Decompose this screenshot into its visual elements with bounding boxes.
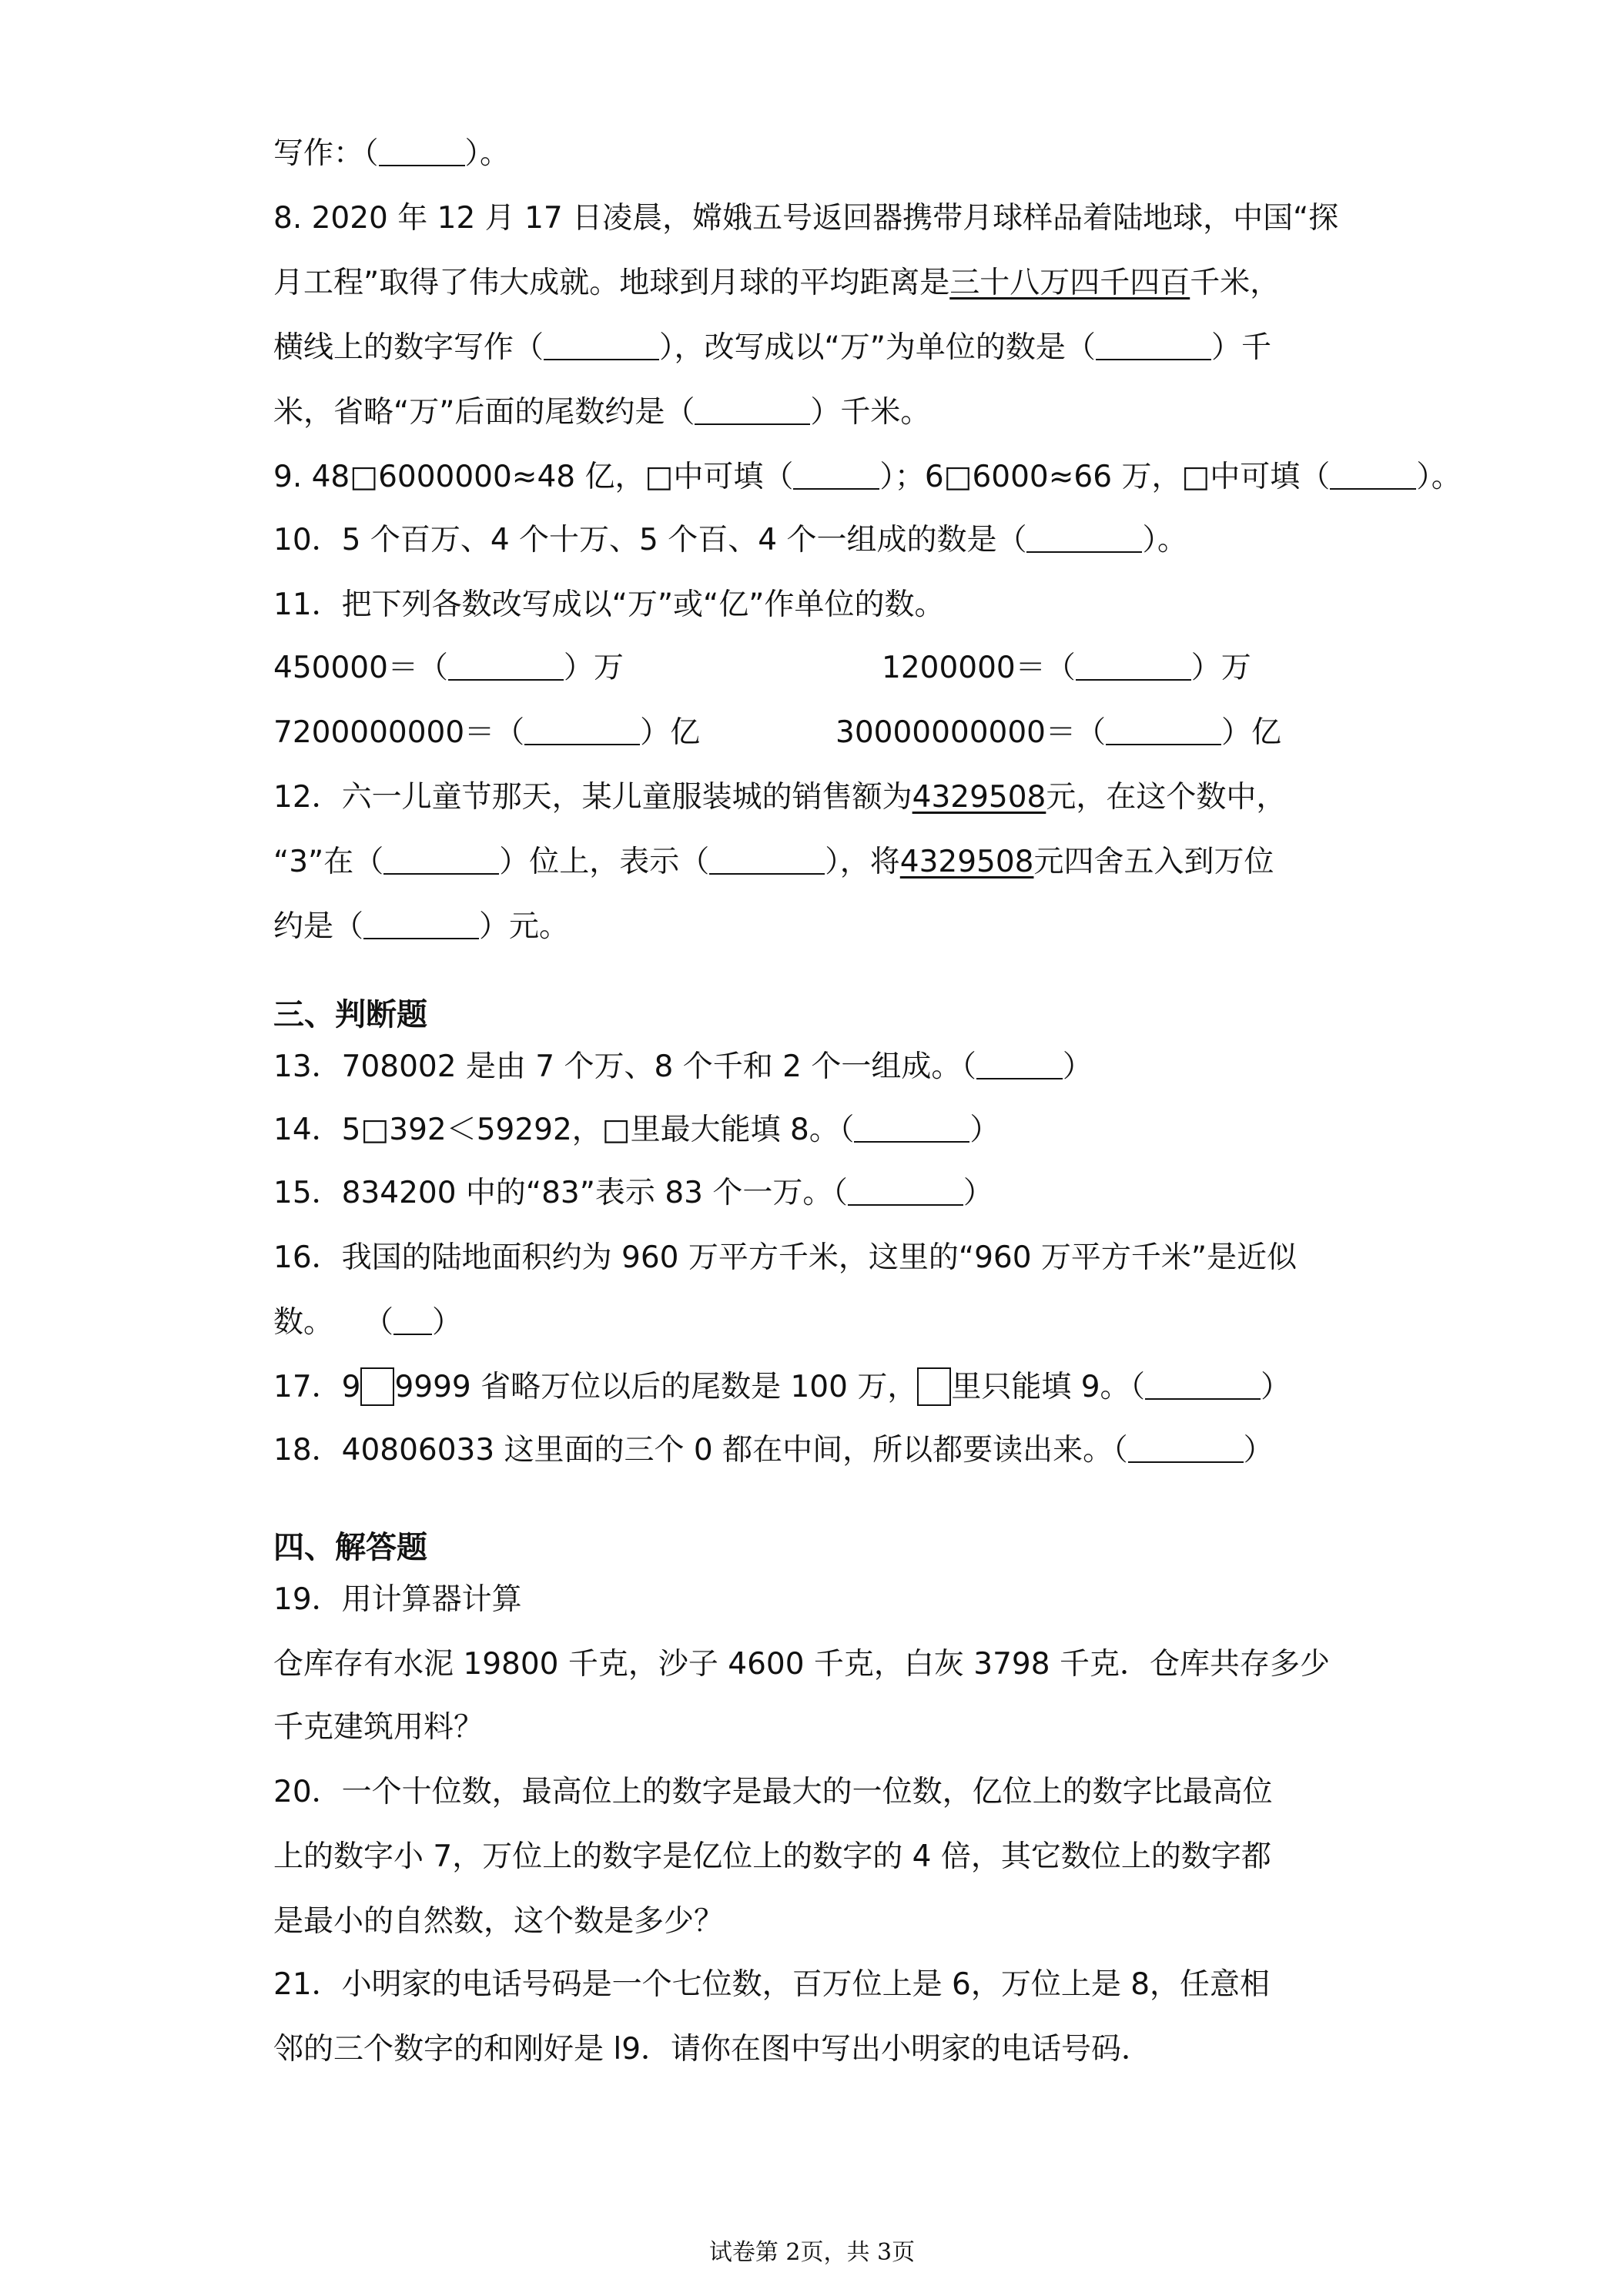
q18-text: ） (1243, 1433, 1274, 1468)
q17 (273, 1367, 1367, 1407)
q11-item: 30000000000＝（ (835, 715, 1106, 750)
q12-underlined-number: 4329508 (912, 780, 1046, 815)
q15-text: 15．834200 中的“83”表示 83 个一万。（ (273, 1176, 848, 1210)
q11-item: 1200000＝（ (882, 651, 1076, 685)
answer-blank[interactable] (695, 394, 810, 425)
q19-text: 19．用计算器计算 (273, 1582, 522, 1617)
answer-blank[interactable] (1128, 1432, 1244, 1463)
q18-text: 18．40806033 这里面的三个 0 都在中间，所以都要读出来。（ (273, 1433, 1128, 1468)
q11-item-right (882, 648, 1251, 688)
answer-blank[interactable] (854, 1112, 969, 1143)
q19-line-1 (273, 1645, 1367, 1685)
q9-text: ）。 (1416, 460, 1462, 494)
q11-item: 450000＝（ (273, 651, 448, 685)
digit-box[interactable] (917, 1367, 951, 1406)
q9-text: ）；6□6000≈66 万，□中可填（ (879, 460, 1331, 494)
answer-blank[interactable] (1106, 715, 1221, 745)
answer-blank[interactable] (1330, 459, 1416, 490)
q12-text: 约是（ (273, 909, 364, 944)
q14-text: ） (969, 1113, 1000, 1147)
q16-text: 16．我国的陆地面积约为 960 万平方千米，这里的“960 万平方千米”是近似 (273, 1240, 1298, 1275)
q12-text: 12．六一儿童节那天，某儿童服装城的销售额为 (273, 780, 912, 815)
q16-line-1 (273, 1238, 1367, 1278)
answer-blank[interactable] (448, 650, 564, 681)
q11-row-2 (273, 713, 1367, 753)
q9 (273, 457, 1462, 497)
q7-text-end: ）。 (464, 136, 511, 171)
q13-text: ） (1062, 1049, 1093, 1084)
q8-line-4 (273, 393, 1367, 433)
q17-text: 9999 省略万位以后的尾数是 100 万， (394, 1370, 918, 1404)
q8-line-1 (273, 199, 1367, 239)
q16-text: 数。 （ (273, 1305, 394, 1340)
q12-text: ）元。 (479, 909, 570, 944)
q21-text: 21．小明家的电话号码是一个七位数，百万位上是 6，万位上是 8，任意相 (273, 1967, 1271, 2002)
q14 (273, 1110, 1367, 1150)
q17-text: ） (1261, 1370, 1291, 1404)
q8-text: 8. 2020 年 12 月 17 日凌晨，嫦娥五号返回器携带月球样品着陆地球，中国“探 (273, 201, 1339, 236)
q12-text: 元四舍五入到万位 (1033, 845, 1274, 879)
q8-text: ）千米。 (810, 395, 931, 430)
q21-line-1 (273, 1965, 1367, 2005)
q19-line-2 (273, 1708, 1367, 1748)
q11-row-1 (273, 648, 1367, 688)
q21-line-2 (273, 2030, 1367, 2070)
q19-text: 千克建筑用料？ (273, 1710, 484, 1745)
q19-text: 仓库存有水泥 19800 千克，沙子 4600 千克，白灰 3798 千克．仓库共存多少 (273, 1647, 1330, 1682)
q8-text: 横线上的数字写作（ (273, 330, 544, 365)
q14-text: 14．5□392＜59292，□里最大能填 8。（ (273, 1113, 855, 1147)
q17-text: 里只能填 9。（ (951, 1370, 1146, 1404)
q10-text: 10．5 个百万、4 个十万、5 个百、4 个一组成的数是（ (273, 523, 1027, 557)
q11-title (273, 585, 1367, 625)
answer-blank[interactable] (976, 1049, 1063, 1079)
q11-item: 7200000000＝（ (273, 715, 525, 750)
q20-text: 是最小的自然数，这个数是多少？ (273, 1904, 725, 1939)
q8-underlined-number: 三十八万四千四百 (949, 266, 1190, 300)
digit-box[interactable] (360, 1367, 394, 1406)
q20-line-1 (273, 1772, 1367, 1812)
q9-text: 9. 48□6000000≈48 亿，□中可填（ (273, 460, 794, 494)
q12-underlined-number: 4329508 (899, 845, 1034, 879)
q8-text: ），改写成以“万”为单位的数是（ (659, 330, 1096, 365)
q17-text: 17．9 (273, 1370, 361, 1404)
q13 (273, 1047, 1367, 1087)
q15-text: ） (963, 1176, 993, 1210)
q11-unit: ）亿 (1221, 715, 1281, 750)
q12-text: ），将 (825, 845, 900, 879)
q20-text: 20．一个十位数，最高位上的数字是最大的一位数，亿位上的数字比最高位 (273, 1775, 1273, 1809)
q12-text: ）位上，表示（ (499, 845, 710, 879)
answer-blank[interactable] (1026, 522, 1142, 553)
q15 (273, 1173, 1367, 1213)
q12-text: “3”在（ (273, 845, 384, 879)
q11-unit: ）亿 (640, 715, 701, 750)
answer-blank[interactable] (544, 330, 659, 360)
answer-blank[interactable] (1145, 1369, 1261, 1400)
answer-blank[interactable] (848, 1175, 963, 1206)
section-heading-answer: 四、解答题 (273, 1530, 427, 1565)
q16-text: ） (432, 1305, 463, 1340)
answer-blank[interactable] (793, 459, 879, 490)
answer-blank[interactable] (709, 844, 825, 875)
q12-line-1 (273, 778, 1367, 818)
section-heading-judgement: 三、判断题 (273, 997, 427, 1033)
q20-line-2 (273, 1837, 1367, 1877)
q11-unit: ）万 (563, 651, 624, 685)
q7-text: 写作：（ (273, 136, 379, 171)
answer-blank[interactable] (363, 909, 479, 939)
q8-text: 米，省略“万”后面的尾数约是（ (273, 395, 695, 430)
q16-line-2 (273, 1303, 1367, 1343)
q8-line-2 (273, 263, 1367, 303)
q19-title (273, 1580, 1367, 1620)
q10 (273, 520, 1367, 561)
q12-text: 元，在这个数中， (1046, 780, 1287, 815)
q8-text: 千米， (1190, 266, 1281, 300)
q11-item-right (835, 713, 1281, 753)
q20-text: 上的数字小 7，万位上的数字是亿位上的数字的 4 倍，其它数位上的数字都 (273, 1839, 1271, 1874)
q18 (273, 1431, 1367, 1471)
q7-tail (273, 134, 1367, 174)
q8-line-3 (273, 328, 1367, 368)
q11-text: 11．把下列各数改写成以“万”或“亿”作单位的数。 (273, 587, 945, 622)
q12-line-2 (273, 842, 1367, 882)
answer-blank[interactable] (1096, 330, 1211, 360)
answer-blank[interactable] (379, 136, 465, 166)
q12-line-3 (273, 907, 1367, 947)
q11-unit: ）万 (1190, 651, 1251, 685)
page-footer: 试卷第 2页，共 3页 (708, 2239, 916, 2266)
answer-blank[interactable] (1076, 650, 1191, 681)
q8-text: 月工程”取得了伟大成就。地球到月球的平均距离是 (273, 266, 950, 300)
q10-text: ）。 (1142, 523, 1187, 557)
answer-blank[interactable] (383, 844, 499, 875)
q20-line-3 (273, 1902, 1367, 1942)
answer-blank[interactable] (393, 1304, 432, 1335)
answer-blank[interactable] (524, 715, 640, 745)
q21-text: 邻的三个数字的和刚好是 l9．请你在图中写出小明家的电话号码． (273, 2032, 1152, 2067)
q8-text: ）千 (1210, 330, 1271, 365)
q13-text: 13．708002 是由 7 个万、8 个千和 2 个一组成。（ (273, 1049, 976, 1084)
